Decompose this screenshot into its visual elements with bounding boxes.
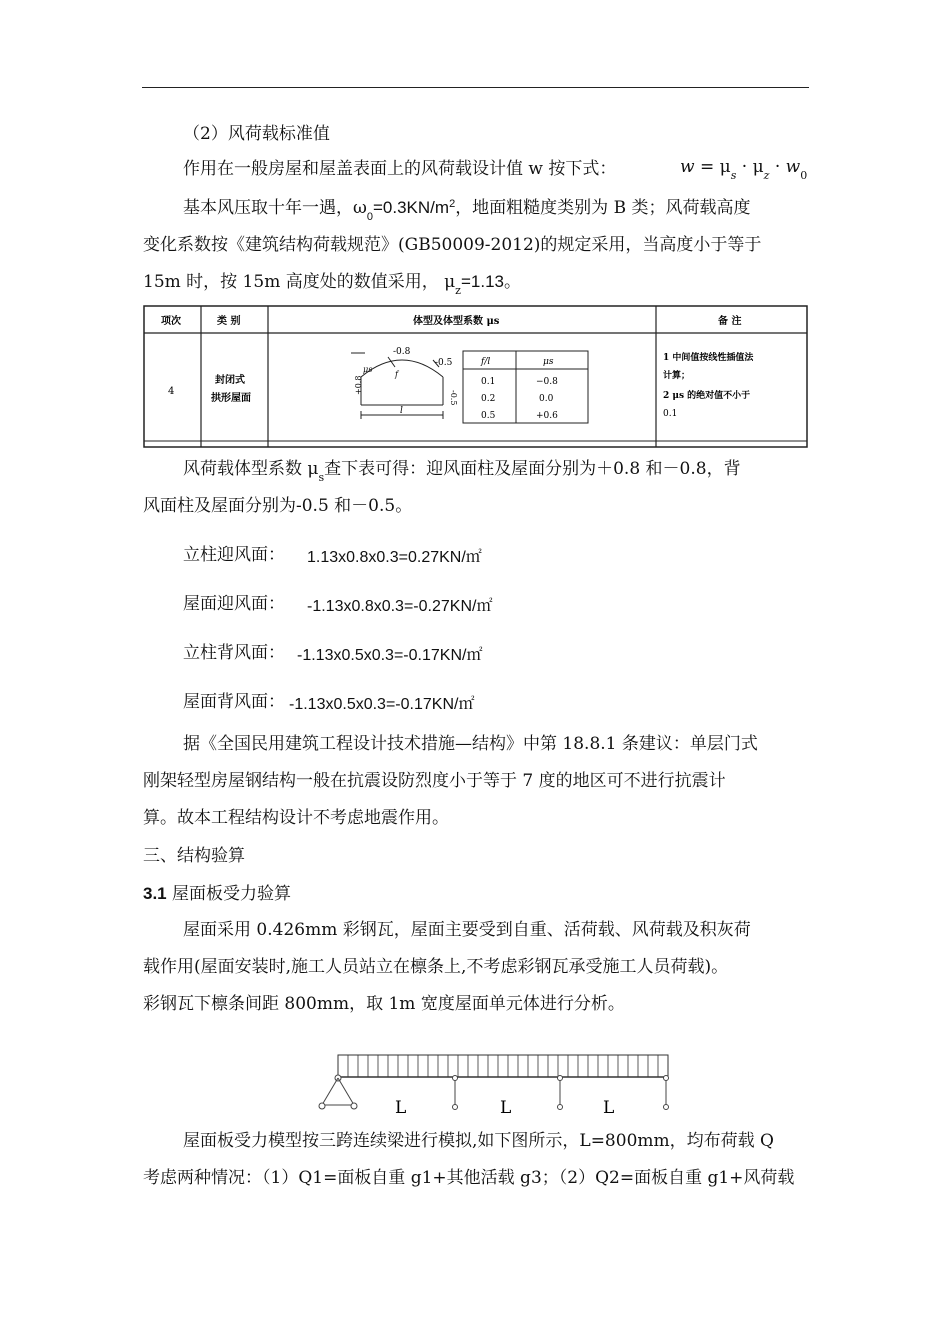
wind-formula: $w = \mu_s \cdot \mu_z \cdot w_0$ — [680, 157, 808, 182]
para-basic-line2: 变化系数按《建筑结构荷载规范》(GB50009-2012)的规定采用，当高度小于等于 — [143, 235, 762, 255]
note-line: 计算； — [663, 371, 691, 381]
inner-th-fl: f/l — [481, 357, 491, 367]
pin-support — [319, 1075, 357, 1109]
para-basic-line1: 基本风压取十年一遇，$\omega_0=0.3KN/m^2$，地面粗糙度类别为 B 类；风荷载高度 — [183, 198, 751, 223]
para-basic-line3: 15m 时，按 15m 高度处的数值采用， $\mu_z=1.13$。 — [143, 272, 521, 297]
inner-cell: 0.0 — [539, 394, 554, 404]
calc-label: 立柱迎风面： — [183, 545, 285, 565]
inner-th-mu: μs — [543, 357, 554, 367]
span-label: L — [500, 1098, 512, 1118]
f-label: f — [395, 370, 398, 379]
section-title-wind-load: （2）风荷载标准值 — [183, 124, 330, 144]
para-model-line1: 屋面板受力模型按三跨连续梁进行模拟,如下图所示，L=800mm，均布荷载 Q — [183, 1131, 774, 1151]
mu-s-label: μs — [363, 365, 373, 374]
th-no: 项次 — [161, 316, 181, 327]
th-shape: 体型及体型系数 μs — [413, 316, 500, 327]
calc-value: -1.13x0.8x0.3=-0.27KN/㎡ — [307, 598, 493, 615]
inner-cell: 0.2 — [481, 394, 496, 404]
span-label: l — [400, 406, 403, 416]
note-line: 1 中间值按线性插值法 — [663, 353, 754, 363]
inner-cell: 0.1 — [481, 377, 496, 387]
para-roof-line1: 屋面采用 0.426mm 彩钢瓦，屋面主要受到自重、活荷载、风荷载及积灰荷 — [183, 920, 751, 940]
para-shape-line2: 风面柱及屋面分别为-0.5 和－0.5。 — [143, 496, 413, 516]
calc-label: 屋面背风面： — [183, 692, 285, 712]
left-side-coef: +0.8 — [354, 375, 363, 395]
right-side-coef: -0.5 — [449, 390, 458, 406]
calc-value: 1.13x0.8x0.3=0.27KN/㎡ — [307, 549, 482, 566]
th-note: 备 注 — [718, 316, 742, 327]
cell-category-2: 拱形屋面 — [211, 393, 251, 404]
calc-value: -1.13x0.5x0.3=-0.17KN/㎡ — [297, 647, 483, 664]
note-line: 0.1 — [663, 409, 678, 419]
para-roof-line2: 载作用(屋面安装时,施工人员站立在檩条上,不考虑彩钢瓦承受施工人员荷载)。 — [143, 957, 729, 977]
header-rule — [142, 87, 809, 88]
section-title-structure: 三、结构验算 — [143, 846, 245, 866]
inner-cell: −0.8 — [536, 377, 558, 387]
para-model-line2: 考虑两种情况：（1）Q1=面板自重 g1+其他活载 g3；（2）Q2=面板自重 g1+风荷载 — [143, 1168, 795, 1188]
para-roof-line3: 彩钢瓦下檩条间距 800mm，取 1m 宽度屋面单元体进行分析。 — [143, 994, 625, 1014]
cell-no: 4 — [168, 386, 175, 397]
inner-cell: 0.5 — [481, 411, 496, 421]
load-arrows — [338, 1055, 668, 1077]
para-formula-lead: 作用在一般房屋和屋盖表面上的风荷载设计值 w 按下式： — [183, 159, 617, 179]
coef-top: -0.8 — [393, 347, 411, 357]
inner-cell: +0.6 — [536, 411, 558, 421]
wind-coefficient-table — [143, 305, 808, 448]
section-title-3-1: 3.1 屋面板受力验算 — [143, 884, 292, 904]
para-seismic-line3: 算。故本工程结构设计不考虑地震作用。 — [143, 808, 449, 828]
cell-category-1: 封闭式 — [215, 375, 245, 386]
calc-label: 屋面迎风面： — [183, 594, 285, 614]
roller-supports — [453, 1076, 669, 1110]
note-line: 2 μs 的绝对值不小于 — [663, 391, 751, 401]
coef-right: -0.5 — [435, 358, 453, 368]
para-shape-line1: 风荷载体型系数 $\mu_s$查下表可得：迎风面柱及屋面分别为＋0.8 和－0.8，背 — [183, 459, 741, 484]
th-category: 类 别 — [217, 316, 241, 327]
para-seismic-line1: 据《全国民用建筑工程设计技术措施—结构》中第 18.8.1 条建议：单层门式 — [183, 734, 758, 754]
calc-label: 立柱背风面： — [183, 643, 285, 663]
distributed-load-block — [338, 1055, 668, 1077]
span-label: L — [395, 1098, 407, 1118]
span-label: L — [603, 1098, 615, 1118]
para-seismic-line2: 刚架轻型房屋钢结构一般在抗震设防烈度小于等于 7 度的地区可不进行抗震计 — [143, 771, 726, 791]
calc-value: -1.13x0.5x0.3=-0.17KN/㎡ — [289, 696, 475, 713]
three-span-beam-diagram — [310, 1050, 680, 1125]
